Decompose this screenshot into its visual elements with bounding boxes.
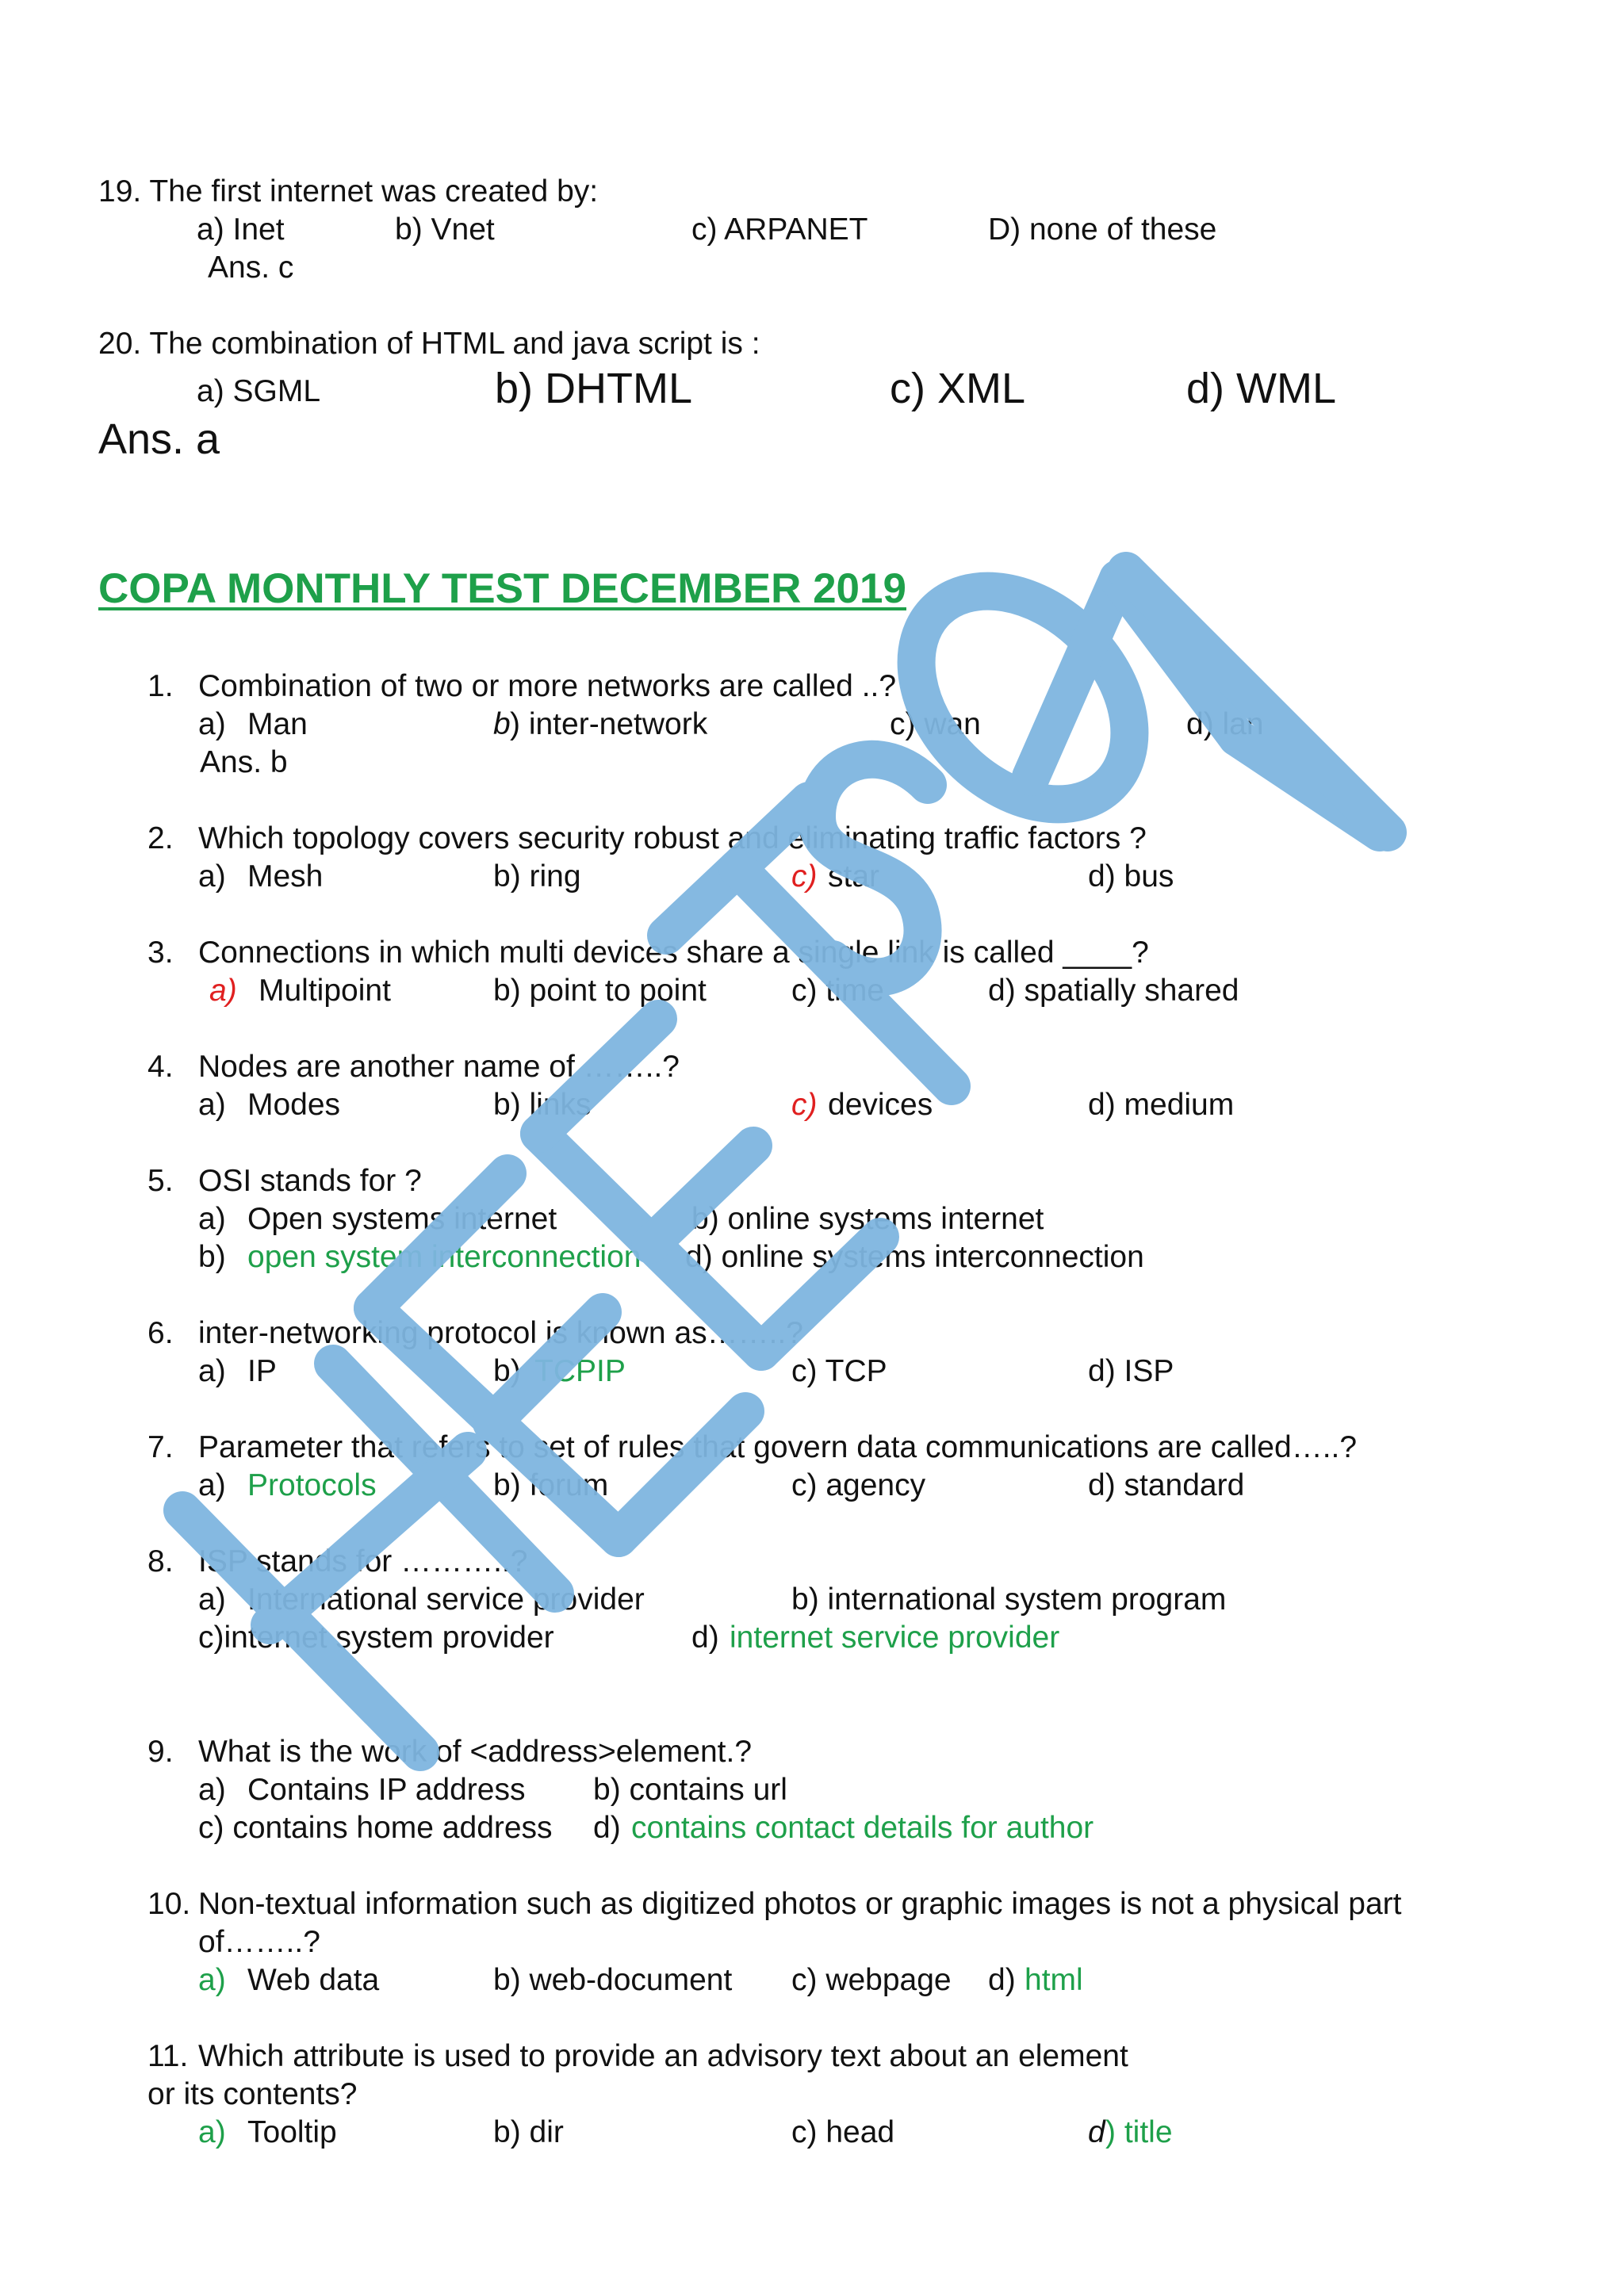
- q5-question: OSI stands for ?: [198, 1164, 422, 1198]
- q20-option-a: a) SGML: [197, 374, 321, 408]
- q10-option-d: html: [1025, 1963, 1083, 1997]
- q11-option-a: Tooltip: [247, 2115, 337, 2149]
- q10-number: 10.: [147, 1887, 191, 1921]
- q2-question: Which topology covers security robust and eliminating traffic factors ?: [198, 821, 1147, 855]
- q6-option-c: c) TCP: [791, 1354, 887, 1388]
- q9-option-b: b) contains url: [593, 1773, 787, 1807]
- q20-option-d: d) WML: [1186, 365, 1336, 412]
- q11-option-c: c) head: [791, 2115, 895, 2149]
- q6-option-a-label: a): [198, 1354, 226, 1388]
- q10-option-c: c) webpage: [791, 1963, 952, 1997]
- q1-option-a: Man: [247, 707, 308, 741]
- q2-option-c-label: c): [791, 859, 818, 894]
- q11-option-a-label: a): [198, 2115, 226, 2149]
- q8-option-a-label: a): [198, 1582, 226, 1617]
- q7-option-d: d) standard: [1088, 1468, 1245, 1502]
- q10-option-a-label: a): [198, 1963, 226, 1997]
- q19-question: 19. The first internet was created by:: [98, 174, 599, 209]
- q5-option-d: d) online systems interconnection: [685, 1240, 1144, 1274]
- q2-option-a-label: a): [198, 859, 226, 894]
- q3-number: 3.: [147, 936, 174, 970]
- q1-option-d: d) lan: [1186, 707, 1264, 741]
- q5-option-c-label: b): [198, 1240, 226, 1274]
- q11-question-cont: or its contents?: [147, 2077, 358, 2111]
- q6-number: 6.: [147, 1316, 174, 1350]
- q4-question: Nodes are another name of ……..?: [198, 1050, 680, 1084]
- q4-option-a-label: a): [198, 1088, 226, 1122]
- q8-option-d: internet service provider: [730, 1621, 1060, 1655]
- q4-option-a: Modes: [247, 1088, 341, 1122]
- q3-option-b: b) point to point: [493, 974, 707, 1008]
- q7-option-b: b) forum: [493, 1468, 609, 1502]
- q8-option-b: b) international system program: [791, 1582, 1227, 1617]
- q5-option-a-label: a): [198, 1202, 226, 1236]
- q19-option-d: D) none of these: [988, 212, 1217, 247]
- q5-option-a: Open systems internet: [247, 1202, 557, 1236]
- q7-option-c: c) agency: [791, 1468, 926, 1502]
- q4-option-c-label: c): [791, 1088, 818, 1122]
- q1-number: 1.: [147, 669, 174, 703]
- q9-number: 9.: [147, 1735, 174, 1769]
- q6-option-a: IP: [247, 1354, 277, 1388]
- q3-option-d: d) spatially shared: [988, 974, 1239, 1008]
- q1-answer: Ans. b: [200, 745, 288, 779]
- q3-option-a-label: a): [209, 974, 237, 1008]
- q9-option-d: contains contact details for author: [631, 1811, 1094, 1845]
- q20-question: 20. The combination of HTML and java script is :: [98, 327, 760, 361]
- q11-option-d: ) title: [1105, 2115, 1173, 2149]
- q4-option-d: d) medium: [1088, 1088, 1235, 1122]
- q4-option-c: devices: [828, 1088, 933, 1122]
- q2-option-d: d) bus: [1088, 859, 1174, 894]
- q4-number: 4.: [147, 1050, 174, 1084]
- q2-option-c: star: [828, 859, 880, 894]
- q4-option-b: b) links: [493, 1088, 592, 1122]
- q10-question: Non-textual information such as digitized photos or graphic images is not a physical part: [198, 1887, 1402, 1921]
- q19-answer: Ans. c: [208, 251, 294, 285]
- q2-option-b: b) ring: [493, 859, 581, 894]
- q19-option-c: c) ARPANET: [691, 212, 868, 247]
- q7-question: Parameter that refers to set of rules that govern data communications are called…..?: [198, 1430, 1358, 1464]
- q11-question: Which attribute is used to provide an advisory text about an element: [198, 2039, 1128, 2073]
- q5-number: 5.: [147, 1164, 174, 1198]
- q6-option-b: TCPIP: [534, 1354, 626, 1388]
- q9-option-d-label: d): [593, 1811, 621, 1845]
- q10-question-cont: of……..?: [198, 1925, 320, 1959]
- q1-question: Combination of two or more networks are called ..?: [198, 669, 897, 703]
- q11-number: 11.: [147, 2039, 189, 2073]
- q8-question: ISP stands for ………..?: [198, 1544, 528, 1578]
- q8-option-d-label: d): [691, 1621, 719, 1655]
- q10-option-a: Web data: [247, 1963, 380, 1997]
- q19-option-a: a) Inet: [197, 212, 285, 247]
- q9-question: What is the work of <address>element.?: [198, 1735, 753, 1769]
- q8-number: 8.: [147, 1544, 174, 1578]
- q5-option-c: open system interconnection: [247, 1240, 642, 1274]
- q11-option-d-label: d: [1088, 2115, 1105, 2149]
- q2-number: 2.: [147, 821, 174, 855]
- q19-option-b: b) Vnet: [395, 212, 495, 247]
- q11-option-b: b) dir: [493, 2115, 564, 2149]
- q20-answer: Ans. a: [98, 415, 220, 463]
- q7-option-a: Protocols: [247, 1468, 377, 1502]
- q3-option-c: c) time: [791, 974, 884, 1008]
- q8-option-c: c)internet system provider: [198, 1621, 554, 1655]
- q5-option-b: b) online systems internet: [691, 1202, 1044, 1236]
- q10-option-d-label: d): [988, 1963, 1016, 1997]
- q1-option-a-label: a): [198, 707, 226, 741]
- q20-option-c: c) XML: [890, 365, 1026, 412]
- q1-option-b-label: b: [493, 707, 511, 741]
- q6-option-d: d) ISP: [1088, 1354, 1174, 1388]
- q6-question: inter-networking protocol is known as……..?: [198, 1316, 803, 1350]
- q9-option-a: Contains IP address: [247, 1773, 526, 1807]
- q7-number: 7.: [147, 1430, 174, 1464]
- q3-question: Connections in which multi devices share a single link is called ____?: [198, 936, 1149, 970]
- q1-option-b: ) inter-network: [510, 707, 708, 741]
- q9-option-c: c) contains home address: [198, 1811, 553, 1845]
- q10-option-b: b) web-document: [493, 1963, 733, 1997]
- q8-option-a: International service provider: [247, 1582, 645, 1617]
- q2-option-a: Mesh: [247, 859, 324, 894]
- section-heading: COPA MONTHLY TEST DECEMBER 2019: [98, 565, 906, 612]
- q20-option-b: b) DHTML: [495, 365, 693, 412]
- q7-option-a-label: a): [198, 1468, 226, 1502]
- q1-option-c: c) wan: [890, 707, 981, 741]
- q9-option-a-label: a): [198, 1773, 226, 1807]
- q6-option-b-label: b): [493, 1354, 521, 1388]
- q3-option-a: Multipoint: [259, 974, 391, 1008]
